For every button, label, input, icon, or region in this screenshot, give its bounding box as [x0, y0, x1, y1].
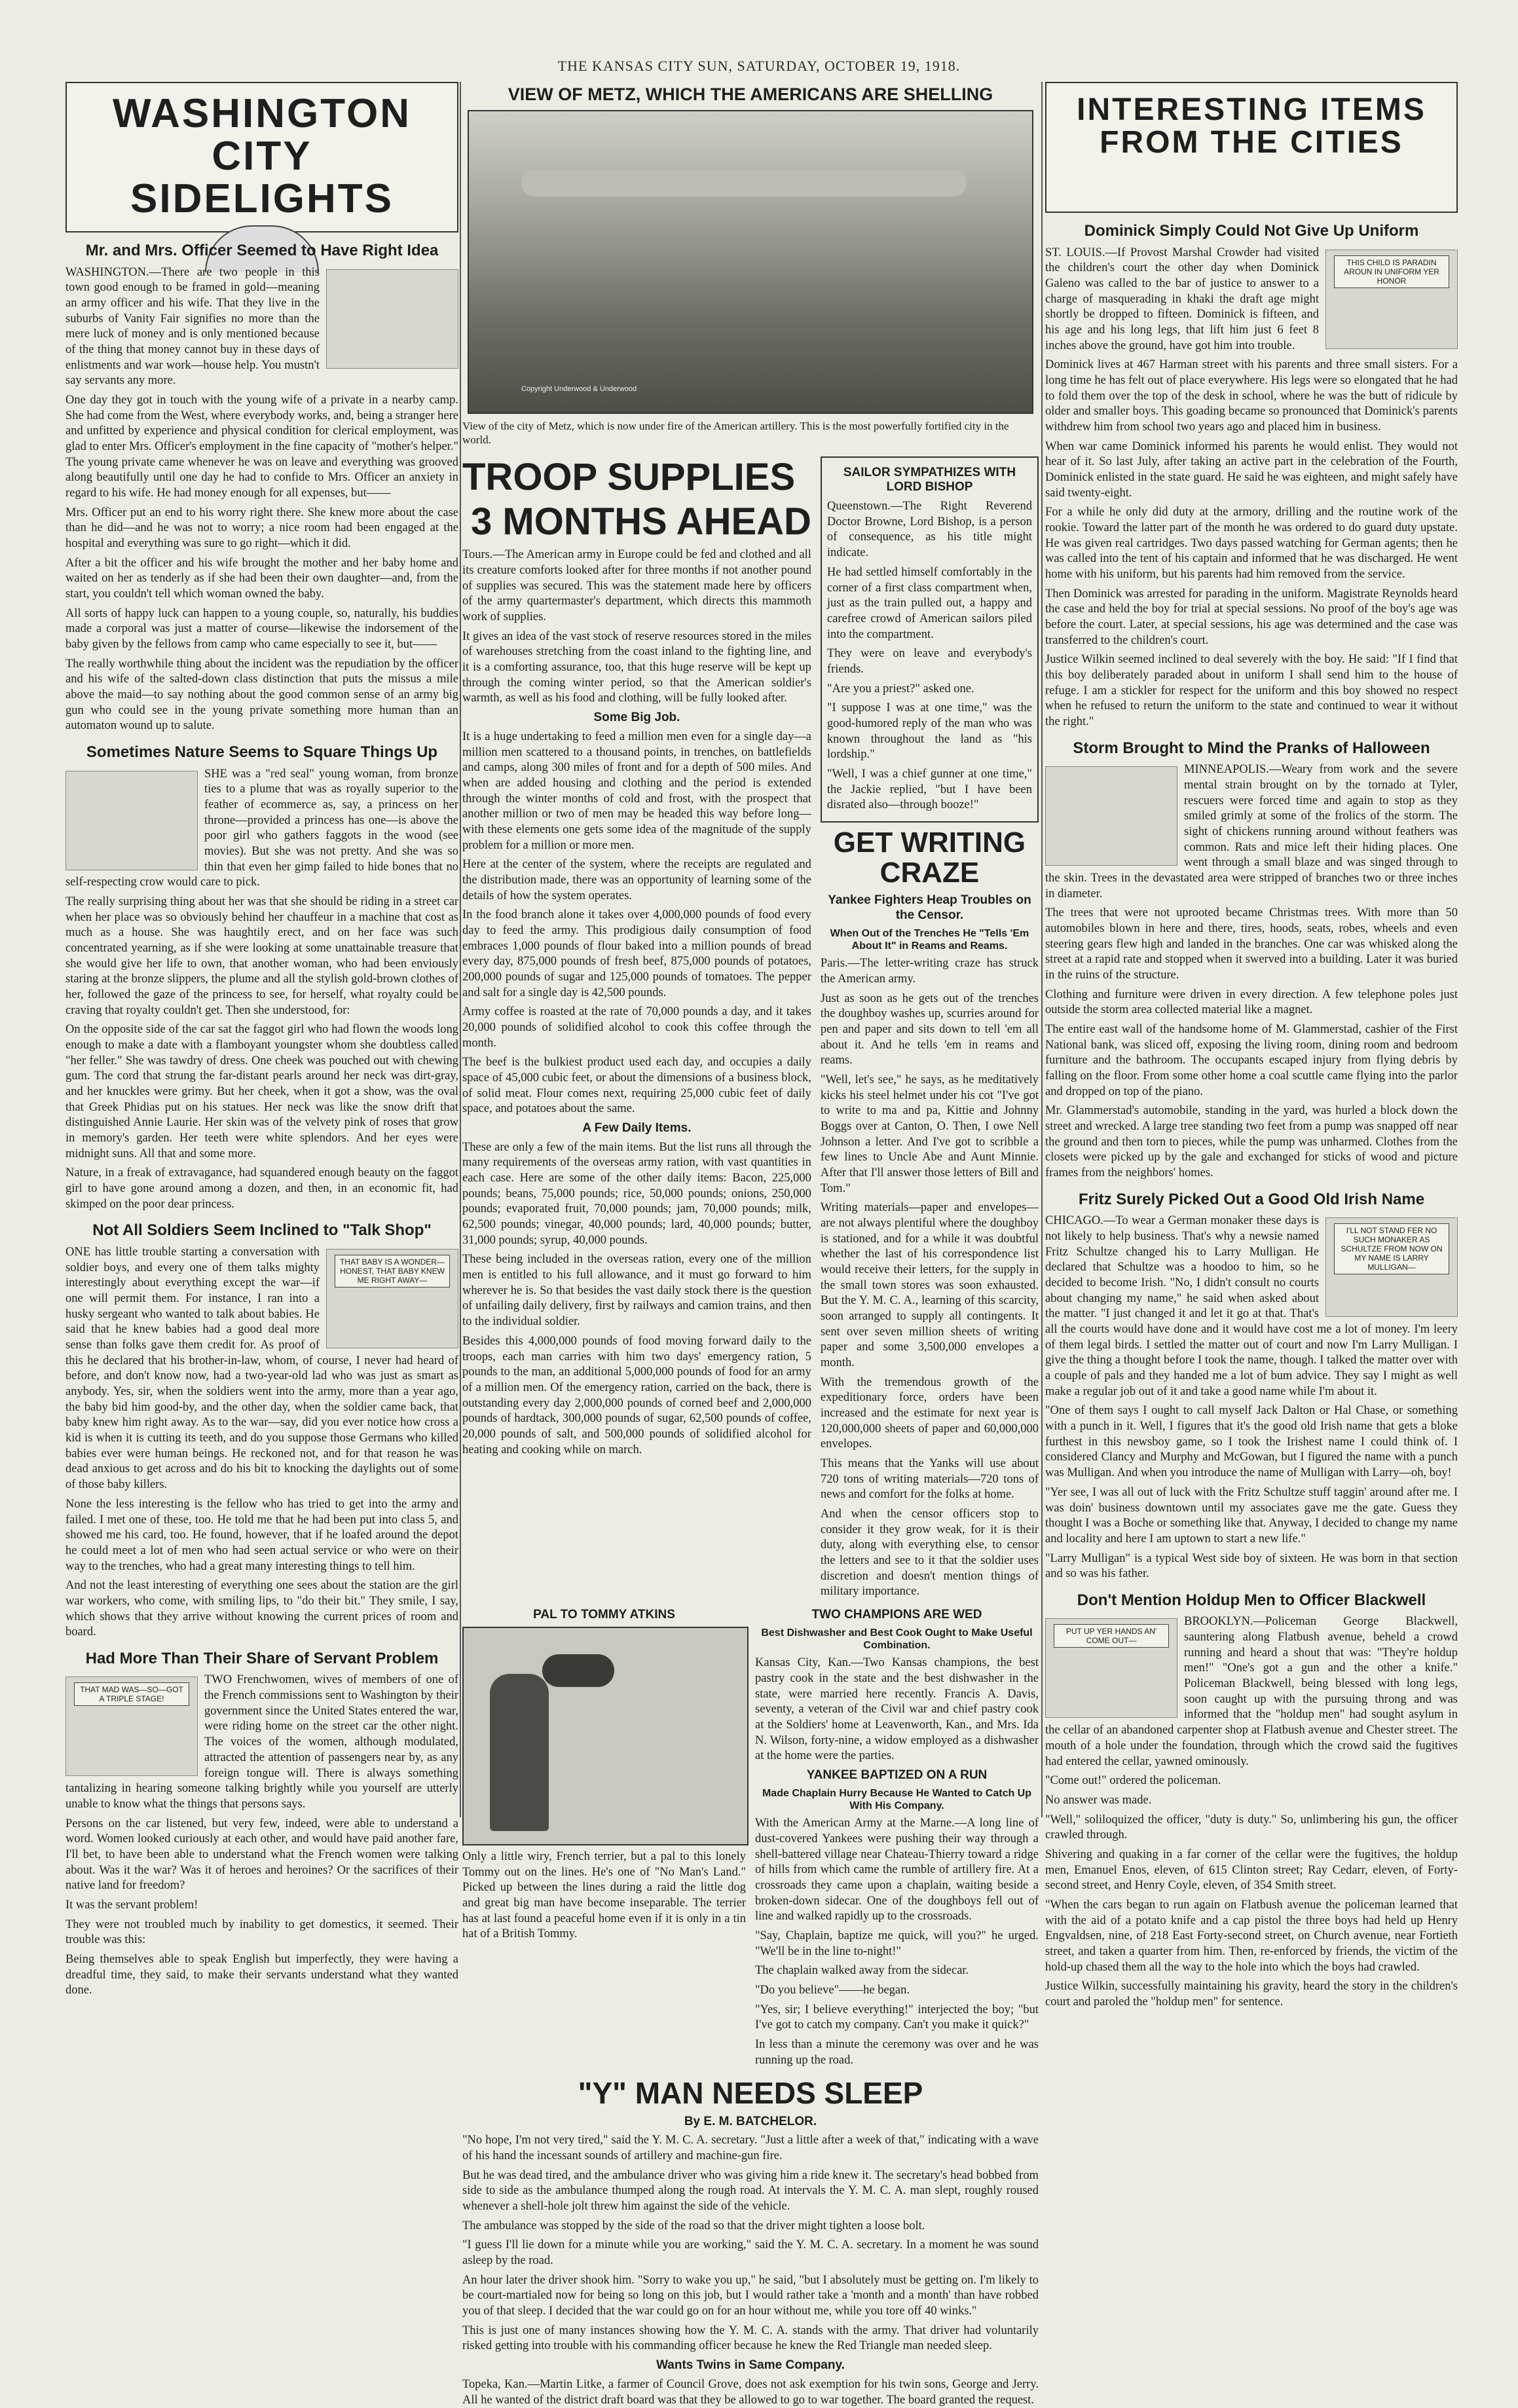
article-headline: Not All Soldiers Seem Inclined to "Talk Shop": [92, 1221, 432, 1240]
article-paragraph: Here at the center of the system, where the receipts are regulated and the distribution made, there was an opportunity of learning some of the details of how the system operates.: [462, 858, 811, 902]
article-paragraph: Persons on the car listened, but very few, indeed, were able to understand a word. Women looked curiously at each other, and would have paid another fare, I'll bet, to have been able to understand what the French women were talking about. Was it the war? Was it of heroes and heroines? Or the sacrifices of their native land for freedom?: [65, 1817, 458, 1893]
banner-title-line2: SIDELIGHTS: [130, 176, 394, 222]
article-paragraph: The trees that were not uprooted became Christmas trees. With more than 50 automobiles blown in here and there, tires, hoods, seats, robes, wheels and even steering gears flew high and landed in the branches. One car was whisked along the street at a rapid rate and stopped when it swerved into a building. Later it was buried in the ruins of the structure.: [1045, 906, 1458, 982]
article-headline: Fritz Surely Picked Out a Good Old Irish Name: [1078, 1190, 1425, 1208]
article-paragraph: They were on leave and everybody's friends.: [826, 647, 1032, 676]
article-paragraph: The really worthwhile thing about the incident was the repudiation by the officer and his wife of the salted-down class distinction that puts the missus a mile above the maid—to say nothing about the good common sense of an army big gun who could see in the young private something more human than an automaton wound up to salute.: [65, 657, 458, 733]
column-rule: [1041, 82, 1043, 1817]
article-paragraph: Justice Wilkin seemed inclined to deal severely with the boy. He said: "If I find that this boy deliberately paraded about in uniform I shall send him to the house of refuge. I am a stickler for respect for the uniform and this boy showed no respect when he refused to return the uniform to the state and continued to wear it without the right.": [1045, 653, 1458, 729]
photo-credit: Copyright Underwood & Underwood: [521, 385, 637, 394]
article-paragraph: Shivering and quaking in a far corner of the cellar were the fugitives, the holdup men, Emanuel Enos, eleven, of 615 Clinton street; Ray Cedarr, eleven, of Forty-second street, and Henry Coyle, eleven, of 354 Smith street.: [1045, 1847, 1458, 1893]
article-paragraph: "I suppose I was at one time," was the good-humored reply of the man who was known throughout the land as "his lordship.": [826, 701, 1032, 762]
article-paragraph: An hour later the driver shook him. "Sorry to wake you up," he said, "but I absolutely must be getting on. I'm likely to be court-martialed now for being so long on this job, but I would rather take a 'month and a month' than have robbed you of that sleep. I decided that the war could go on for an hour without me, while you tore off 40 winks.": [462, 2273, 1039, 2318]
headline-line2: 3 MONTHS AHEAD: [471, 500, 811, 544]
article-paragraph: With the American Army at the Marne.—A long line of dust-covered Yankees were pushing their way through a shell-battered village near Chateau-Thierry toward a ridge of hills from which came the rumble of artillery fire. At a crossroads they came upon a chaplain, waiting beside a broken-down sidecar. One of the doughboys fell out of line and walked rapidly up to the crossroads.: [755, 1817, 1039, 1923]
washington-sidelights-banner: [65, 82, 458, 232]
article-paragraph: The beef is the bulkiest product used each day, and occupies a daily space of 45,000 cubic feet, or about the dimensions of a business block, of solid meat. Flour comes next, requiring 25,000 cubic feet of daily space, and potatoes about the same.: [462, 1056, 811, 1116]
lower-middle-row: [462, 1604, 1039, 2072]
article-paragraph: Mrs. Officer put an end to his worry right there. She knew more about the case than he did—and he was not to worry; a nice room had been engaged at the hospital and everything was sure to go right—which it did.: [65, 506, 458, 551]
champions-article: [755, 1604, 1039, 2072]
article-paragraph: "Yes, sir; I believe everything!" interjected the boy; "but I've got to catch my company. Can't you make it quick?": [755, 2003, 1039, 2032]
speech-bubble: THAT BABY IS A WONDER—HONEST, THAT BABY KNEW ME RIGHT AWAY—: [335, 1255, 450, 1287]
photo-caption: View of the city of Metz, which is now under fire of the American artillery. This is the most powerfully fortified city in the world.: [462, 420, 1009, 447]
article-paragraph: "Well, I was a chief gunner at one time," the Jackie replied, "but I have been disrated also—through booze!": [826, 767, 1032, 812]
article-paragraph: He had settled himself comfortably in the corner of a first class compartment when, just as the train pulled out, a happy and carefree crowd of American sailors piled into the compartment.: [826, 565, 1032, 641]
article-headline: "Y" MAN NEEDS SLEEP: [578, 2076, 923, 2111]
frenchwomen-cartoon-icon: [65, 1676, 198, 1776]
right-column: [1045, 82, 1458, 2009]
article-headline: Don't Mention Holdup Men to Officer Blackwell: [1077, 1591, 1426, 1609]
article-paragraph: ONE has little trouble starting a conversation with soldier boys, and every one of them talks mighty interestingly about everything except the war—if one will permit them. For instance, I ran into a husky sergeant who wanted to talk about babies. He said that he knew babies had a good deal more sense than folks gave them credit for. As proof of this he declared that his brother-in-law, whom, of course, I never had heard of before, and don't know now, had a two-year-old lad who was just as smart as anybody. Yes, sir, when the soldiers went into the army, more than a year ago, the baby bid him good-by, and the other day, when the soldier came back, that baby knew him right away. As to the war—say, did you ever notice how cross a kid is when it is cutting its teeth, and do you suppose those Germans who killed babies ever were human beings. He reckoned not, and for that reason he was dead anxious to get across and do his bit to knocking the daylights out of some of those baby killers.: [65, 1246, 458, 1492]
tall-boy-cartoon-icon: [1325, 250, 1458, 349]
article-paragraph: In the food branch alone it takes over 4,000,000 pounds of food every day to feed the army. This prodigious daily consumption of food embraces 1,000 pounds of flour baked into a million pounds of bread every day, 875,000 pounds of fresh beef, 875,000 pounds of potatoes, 200,000 pounds of sugar and 125,000 pounds of tomatoes. The pepper and salt for a single day is 42,500 pounds.: [462, 908, 811, 999]
article-paragraph: CHICAGO.—To wear a German monaker these days is not likely to help business. That's why a newsie named Fritz Schultze changed his to Larry Mulligan. He declared that Schultze was a hoodoo to him, so he decided to become Irish. "No, I didn't consult no courts about changing my name," he said when asked about the matter. "I just changed it and let it go at that. That's all the courts would have done and it would have cost me a lot of money. I'm leery of them legal birds. I settled the matter out of court and now I'm Larry Mulligan. I give the thing a thought before I took the name, though. I talked the matter over with a couple of pals and they handed me a lot of bum advice. They say I might as well make a regular job out of it and take a good name while I'm about it.: [1045, 1214, 1458, 1398]
article-paragraph: It is a huge undertaking to feed a million men even for a single day—a million men scattered to a thousand points, in trenches, on battlefields and camps, along 300 miles of front and for a depth of 500 miles. And when are added housing and clothing and the period is extended through the winter months of cold and frost, with the prospect that another million or two of men may be headed this way before long—with these elements one gets some idea of the magnitude of the supply problem for a million or more men.: [462, 730, 811, 852]
subhead: A Few Daily Items.: [582, 1121, 692, 1135]
article-headline: YANKEE BAPTIZED ON A RUN: [806, 1768, 988, 1782]
article-paragraph: But he was dead tired, and the ambulance driver who was giving him a ride knew it. The secretary's head bobbed from side to side as the ambulance thumped along the rough road. At intervals the Y. M. C. A. man slept, roughly roused whenever a shell-hole jolt threw him against the side of the vehicle.: [462, 2168, 1039, 2214]
speech-bubble: THIS CHILD IS PARADIN AROUN IN UNIFORM YER HONOR: [1334, 255, 1449, 288]
article-paragraph: And not the least interesting of everything one sees about the station are the girl war workers, who come, with smiling lips, to "do their bit." They smile, I say, which shows that they arrive without knowing the current prices of room and board.: [65, 1579, 458, 1639]
article-paragraph: Clothing and furniture were driven in every direction. A few telephone poles just outside the storm area collected material like a magnet.: [1045, 988, 1458, 1017]
article-headline: Dominick Simply Could Not Give Up Uniform: [1084, 222, 1419, 240]
article-paragraph: Queenstown.—The Right Reverend Doctor Browne, Lord Bishop, is a person of consequence, as his title might indicate.: [826, 500, 1032, 560]
article-paragraph: After a bit the officer and his wife brought the mother and her baby home and waited on her as tenderly as if she had been their own daughter—and, from the start, you couldn't tell which woman owned the baby.: [65, 556, 458, 601]
article-paragraph: In less than a minute the ceremony was over and he was running up the road.: [755, 2037, 1039, 2067]
article-paragraph: The chaplain walked away from the sidecar.: [755, 1964, 969, 1978]
article-headline: Sometimes Nature Seems to Square Things Up: [86, 743, 438, 762]
article-headline: Had More Than Their Share of Servant Problem: [85, 1649, 439, 1667]
article-paragraph: Then Dominick was arrested for parading in the uniform. Magistrate Reynolds heard the case and held the boy for trial at special sessions. No proof of the boy's age was before the court. Later, at special sessions, his age was determined and the case was transferred to the children's court.: [1045, 587, 1458, 647]
article-paragraph: They were not troubled much by inability to get domestics, it seemed. Their trouble was this:: [65, 1917, 458, 1947]
article-headline: Mr. and Mrs. Officer Seemed to Have Right Idea: [85, 242, 439, 259]
article-paragraph: Only a little wiry, French terrier, but a pal to this lonely Tommy out on the lines. He's one of "No Man's Land." Picked up between the lines during a raid the little dog and great big man have become inseparable. The terrier has at last found a peaceful home even if it is only in a tin hat of a British Tommy.: [462, 1849, 746, 1941]
article-paragraph: These are only a few of the main items. But the list runs all through the many requirements of the overseas army ration, with vast quantities in each case. Here are some of the other daily items: Bacon, 225,000 pounds; beans, 75,000 pounds; rice, 50,000 pounds; onions, 250,000 pounds; evaporated fruit, 70,000 pounds; jam, 70,000 pounds; milk, 62,500 pounds; vinegar, 40,000 pounds; lard, 40,000 pounds; butter, 31,000 pounds; syrup, 40,000 pounds.: [462, 1140, 811, 1247]
article-paragraph: This is just one of many instances showing how the Y. M. C. A. stands with the army. That driver had voluntarily risked getting into trouble with his commanding officer because he knew the Red Triangle man needed sleep.: [462, 2324, 1039, 2353]
subhead: Some Big Job.: [593, 711, 680, 725]
article-paragraph: With the tremendous growth of the expeditionary force, orders have been increased and the estimate for next year is 120,000,000 sheets of paper and 60,000,000 envelopes.: [820, 1375, 1039, 1451]
article-paragraph: ST. LOUIS.—If Provost Marshal Crowder had visited the children's court the other day when Dominick Galeno was called to the bar of justice to answer to a charge of masquerading in khaki the draft age might shortly be dropped to fifteen. Dominick is fifteen, and his age and his long legs, that lift him just 6 feet 8 inches above the ground, have got him into trouble.: [1045, 246, 1319, 352]
article-paragraph: All sorts of happy luck can happen to a young couple, so, naturally, his buddies made a corporal was just a matter of course—likewise the indorsement of the baby given by the fellows from camp who came especially to see it, but——: [65, 606, 458, 652]
article-paragraph: And when the censor officers stop to consider it they grow weak, for it is their duty, along with everything else, to censor the letters and see to it that the soldier uses discretion and doesn't mention things of military importance.: [820, 1508, 1039, 1599]
dog-figure: [542, 1654, 614, 1687]
pal-article: [462, 1604, 746, 2072]
article-paragraph: Just as soon as he gets out of the trenches the doughboy washes up, scurries around for pen and paper and sits down to tell 'em all about it. And he tells 'em in reams and reams.: [820, 991, 1039, 1067]
soldier-figure: [490, 1674, 549, 1831]
headline-line1: TROOP SUPPLIES: [462, 455, 796, 498]
nursemaid-cartoon-icon: [326, 269, 458, 369]
article-paragraph: "No hope, I'm not very tired," said the Y. M. C. A. secretary. "Just a little after a week of that," indicating with a wave of his hand the incessant sounds of artillery and machine-gun fire.: [462, 2134, 1039, 2163]
article-paragraph: "Say, Chaplain, baptize me quick, will you?" he urged. "We'll be in the line to-night!": [755, 1929, 1039, 1958]
troop-supplies-article: [462, 453, 811, 1604]
article-headline: TWO CHAMPIONS ARE WED: [811, 1608, 982, 1622]
article-paragraph: "One of them says I ought to call myself Jack Dalton or Hal Chase, or something with a punch in it. Well, I figures that it's the good old Irish name that gets a bloke furthest in this newsboy game, so I took the Irishest name I could think of. I considered Clancy and Murphy and McGowan, but I figured the name with a punch was Mulligan. And when you introduce the name of Mulligan with Larry—oh, boy!: [1045, 1404, 1458, 1480]
troop-and-sailor-row: [462, 453, 1039, 1604]
article-paragraph: Kansas City, Kan.—Two Kansas champions, the best pastry cook in the state and the best dishwasher in the state, were married here recently. Francis A. Davis, seventy, a veteran of the Civil war and chief pastry cook at the Soldiers' home at Leavenworth, Kan., and Mrs. Ida N. Wilson, forty-nine, a widow employed as a dishwasher at the home were the parties.: [755, 1656, 1039, 1763]
article-headline: SAILOR SYMPATHIZES WITH LORD BISHOP: [843, 465, 1016, 494]
article-paragraph: "Do you believe"——he began.: [755, 1983, 910, 1997]
newsboy-cartoon-icon: [1325, 1217, 1458, 1317]
article-headline: Wants Twins in Same Company.: [656, 2358, 845, 2373]
article-headline: PAL TO TOMMY ATKINS: [533, 1608, 675, 1622]
article-paragraph: The ambulance was stopped by the side of the road so that the driver might tighten a loose bolt.: [462, 2219, 925, 2232]
storm-cartoon-icon: [1045, 766, 1177, 866]
article-paragraph: Being themselves able to speak English but imperfectly, they were having a dreadful time, they said, to make their servants understand what they wanted done.: [65, 1952, 458, 1997]
article-paragraph: The really surprising thing about her was that she should be riding in a street car when her place was so obviously behind her chauffeur in a machine that cost as much as a house. She was haughtily erect, and on her face was such concentrated yearning, as if she were looking at some unattainable treasure that she would give her life to own, that another woman, who had been enviously staring at the bronze slippers, the plume and all the stylish gold-brown clothes of her, followed the gaze of the princess to see, for herself, what royalty could be craving that royalty couldn't get. Then she understood, for:: [65, 895, 458, 1017]
article-paragraph: Dominick lives at 467 Harman street with his parents and three small sisters. For a long time he has felt out of place everywhere. His legs were so elongated that he had to fold them over the top of the desk in school, where he was the butt of ridicule by older and smaller boys. This goading became so pronounced that Dominick's parents withdrew him from school two years ago and placed him in business.: [1045, 358, 1458, 434]
article-paragraph: This means that the Yanks will use about 720 tons of writing materials—720 tons of news and comfort for the folks at home.: [820, 1457, 1039, 1502]
sailor-article: [821, 453, 1039, 1604]
banner-title-line2: FROM THE CITIES: [1100, 125, 1403, 160]
article-paragraph: Mr. Glammerstad's automobile, standing in the yard, was hurled a block down the street and wrecked. A large tree standing two feet from a pump was snapped off near the ground and then torn to pieces, while the pump was unharmed. Clothes from the closets were picked up by the gale and exchanged for sticks of wood and picture frames from the neighbors' homes.: [1045, 1104, 1458, 1180]
speech-bubble: I'LL NOT STAND FER NO SUCH MONAKER AS SCHULTZE FROM NOW ON MY NAME IS LARRY MULLIGAN—: [1334, 1223, 1449, 1274]
left-column: [65, 82, 458, 1997]
article-paragraph: "Well," soliloquized the officer, "duty is duty." So, unlimbering his gun, the officer crawled through.: [1045, 1813, 1458, 1842]
article-paragraph: WASHINGTON.—There are two people in this town good enough to be framed in gold—meaning an army officer and his wife. That they live in the suburbs of Vanity Fair signifies no more than the mere luck of money and is only mentioned because of the thing that money cannot buy in these days of enlistments and war work—house help. You mustn't say servants any more.: [65, 265, 320, 388]
article-paragraph: These being included in the overseas ration, every one of the million men is entitled to his full allowance, and it must go forward to him wherever he is. So that besides the vast daily stock there is the question of unfailing daily delivery, first by railways and camion trains, and then to the individual soldier.: [462, 1253, 811, 1329]
article-paragraph: Army coffee is roasted at the rate of 70,000 pounds a day, and it takes 20,000 pounds of solidified alcohol to cook this coffee through the month.: [462, 1005, 811, 1050]
banner-title-line1: WASHINGTON CITY: [113, 91, 411, 179]
article-paragraph: When war came Dominick informed his parents he would enlist. They would not hear of it. So last July, after taking an active part in the celebration of the Fourth, Dominick enlisted in the state guard. He said he was eighteen, and might safely have said twenty-eight.: [1045, 439, 1458, 500]
article-paragraph: The entire east wall of the handsome home of M. Glammerstad, cashier of the First National bank, was sliced off, exposing the living room, dining room and bedroom furniture and the bathroom. The occupants escaped injury from flying debris by falling on the floor. From some other home a coal scuttle came flying into the parlor and dropped on top of the piano.: [1045, 1023, 1458, 1098]
article-paragraph: Writing materials—paper and envelopes—are not always plentiful where the doughboy is stationed, and for a while it was doubtful whether the last of his correspondence list would receive their letters, for the supply in the small town stores was soon exhausted. But the Y. M. C. A., learning of this scarcity, soon arranged to supply all contingents. It sent over seven million sheets of writing paper and some 3,500,000 envelopes a month.: [820, 1201, 1039, 1370]
article-paragraph: "Come out!" ordered the policeman.: [1045, 1774, 1221, 1788]
article-paragraph: It gives an idea of the vast stock of reserve resources stored in the miles of warehouses stretching from the coast inland to the fighting line, and it is a comforting assurance, too, that this huge reserve will be kept up through the coming winter period, so that the American soldier's warmth, as well as his food and clothing, will be fully looked after.: [462, 629, 811, 705]
speech-bubble: PUT UP YER HANDS AN' COME OUT—: [1054, 1624, 1169, 1648]
article-paragraph: "Yer see, I was all out of luck with the Fritz Schultze stuff taggin' around after me. I was doin' business downtown until my associates gave me the gate. Guess they thought I was a Boche or something like that. Anyway, I decided to change my name and locality and here I am uptown to start a new life.": [1045, 1485, 1458, 1546]
article-paragraph: SHE was a "red seal" young woman, from bronze ties to a plume that was as royally superior to the feather of ecommerce as, say, a princess on her throne—provided a princess has one—is above the poor girl who gathers faggots in the wood (see movies). But she was not pretty. And she was so thin that even her gimp failed to hide bones that no self-respecting crow would care to pick.: [65, 767, 458, 889]
article-paragraph: Tours.—The American army in Europe could be fed and clothed and all its creature comforts looked after for three months if not another pound of supplies was secured. This was the statement made here by officers of the army quartermaster's department, which directs this mammoth work of supplies.: [462, 548, 811, 624]
article-paragraph: MINNEAPOLIS.—Weary from work and the severe mental strain brought on by the tornado at Tyler, rescuers were forced time and again to stop as they smiled grimly at some of the frolics of the storm. The sight of chickens running around without feathers was common. Rats and mice left their hiding places. One went through a small blaze and was singed through to the skin. Trees in the devastated area were stripped of branches two or three inches in diameter.: [1045, 763, 1458, 900]
article-paragraph: BROOKLYN.—Policeman George Blackwell, sauntering along Flatbush avenue, beheld a crowd running and heard a shout that was: "They're holdup men!" "One's got a gun and the other a knife." Policeman Blackwell, being blessed with long legs, soon caught up with the pursuing throng and was informed that the "holdup men" had sought asylum in the cellar of an abandoned carpenter shop at Flatbush avenue and Chester street. The mouth of a hole under the foundation, through which the crowd said the fugitives had entered the cellar, yawned ominously.: [1045, 1615, 1458, 1768]
article-paragraph: "Are you a priest?" asked one.: [826, 682, 974, 695]
metz-photo-icon: [468, 110, 1033, 414]
article-paragraph: TWO Frenchwomen, wives of members of one of the French commissions sent to Washington by their government since the United States entered the war, were riding home on the street car the other night. The voices of the women, although modulated, attracted the attention of passengers near by, as any foreign tongue will. There is always something tantalizing in hearing someone talking brightly while you yourself are utterly unable to know what the things that persons says.: [65, 1673, 458, 1811]
article-paragraph: "Well, let's see," he says, as he meditatively kicks his steel helmet under his cot "I've got to write to ma and pa, Kittie and Johnny Boggs over at Canton, O. Then, I owe Nell Johnson a letter. And I've got to scribble a few lines to Uncle Abe and Aunt Minnie. After that I'll answer those letters of Bill and Tom.": [820, 1073, 1039, 1195]
article-paragraph: Nature, in a freak of extravagance, had squandered enough beauty on the faggot girl to have gone around among a dozen, and then, in an economic fit, had skimped on the poor dear princess.: [65, 1166, 458, 1211]
article-paragraph: "When the cars began to run again on Flatbush avenue the policeman learned that with the aid of a potato knife and a cap pistol the three boys had held up Henry Engvaldsen, nine, of 218 East Forty-second street, on Church avenue, near Fortieth street, and taken a quarter from him. Then, re-enforced by friends, the victim of the hold-up chased them all the way to the hole into which the boys had crawled.: [1045, 1898, 1458, 1974]
sailor-box: [821, 456, 1039, 823]
banner-title-line1: INTERESTING ITEMS: [1077, 92, 1426, 127]
article-headline: Storm Brought to Mind the Pranks of Halloween: [1073, 739, 1430, 757]
subhead: Best Dishwasher and Best Cook Ought to Make Useful Combination.: [761, 1627, 1033, 1652]
river-shape: [521, 170, 967, 196]
article-paragraph: No answer was made.: [1045, 1793, 1152, 1807]
article-paragraph: One day they got in touch with the young wife of a private in a nearby camp. She had come from the West, where everybody works, and, being a stranger here and unfitted by experience and physical condition for clerical employment, was glad to enter Mrs. Officer's employment in the fine capacity of "mother's helper." The young private came whenever he was on leave and everything was grooved along beautifully until one day he had to confide to Mrs. Officer an anxiety in regard to his wife. He had money enough for all expenses, but——: [65, 393, 458, 500]
subhead: Made Chaplain Hurry Because He Wanted to Catch Up With His Company.: [762, 1787, 1032, 1811]
article-paragraph: Besides this 4,000,000 pounds of food moving forward daily to the troops, each man carries with him two days' emergency ration, 5 pounds to the man, an additional 5,000,000 pounds of food for an army of a million men. Of the emergency ration, carried on the back, there is outstanding every day 2,000,000 pounds of corned beef and 2,000,000 pounds of hardtack, 300,000 pounds of sugar, 62,500 pounds of coffee, 20,000 pounds of salt, and 500,000 pounds of solidified alcohol for heating and cooking while on march.: [462, 1334, 811, 1456]
article-paragraph: On the opposite side of the car sat the faggot girl who had flown the woods long enough to make a date with a flamboyant youngster whom she doubtless called "her feller." She was tawdry of dress. One cheek was pouched out with chewing gum. The cord that strung the far-distant pearls around her neck was dirt-gray, and her knuckles were grimy. But her cheek, when it got a show, was the oval that Greek Phidias put on his statues. Her neck was like the snow drift that distinguished Annie Laurie. Her skin was of the velvety pink of roses that grow in memory's garden. Her teeth were white splendors. And her eyes were midnight suns. All that and some more.: [65, 1023, 458, 1160]
soldier-with-dog-photo-icon: [462, 1627, 749, 1845]
article-paragraph: Justice Wilkin, successfully maintaining his gravity, heard the story in the children's court and paroled the "holdup men" for sentence.: [1045, 1980, 1458, 2009]
article-paragraph: None the less interesting is the fellow who has tried to get into the army and failed. I met one of these, too. He told me that he had been put into class 5, and showed me his card, too. He found, however, that if he loafed around the depot he could meet a lot of men who had seen actual service or who were on their way to the trenches, who had a great many interesting things to tell him.: [65, 1497, 458, 1573]
article-paragraph: Paris.—The letter-writing craze has struck the American army.: [820, 957, 1039, 986]
subhead: When Out of the Trenches He "Tells 'Em About It" in Reams and Reams.: [830, 927, 1029, 952]
article-headline: GET WRITING CRAZE: [833, 826, 1026, 889]
middle-column: [462, 82, 1039, 2407]
streetcar-cartoon-icon: [65, 771, 198, 870]
article-paragraph: "I guess I'll lie down for a minute while you are working," said the Y. M. C. A. secretary. In a moment he was sound asleep by the road.: [462, 2238, 1039, 2268]
article-paragraph: "Larry Mulligan" is a typical West side boy of sixteen. He was born in that section and so was his father.: [1045, 1551, 1458, 1581]
article-paragraph: It was the servant problem!: [65, 1898, 198, 1912]
article-paragraph: For a while he only did duty at the armory, drilling and the routine work of the rookie. Toward the latter part of the month he was ordered to do guard duty upstate. He was given real cartridges. Two days passed watching for German agents; then he was called into the tent of his captain and informed that he was discharged. He went home with his uniform, but his parents had him removed from the service.: [1045, 506, 1458, 582]
policeman-cartoon-icon: [1045, 1618, 1177, 1718]
speech-bubble: THAT MAD WAS—SO—GOT A TRIPLE STAGE!: [74, 1682, 189, 1706]
masthead: THE KANSAS CITY SUN, SATURDAY, OCTOBER 19, 1918.: [557, 58, 961, 74]
soldier-cartoon-icon: [326, 1249, 458, 1348]
subhead: Yankee Fighters Heap Troubles on the Censor.: [828, 893, 1031, 923]
interesting-items-banner: [1045, 82, 1458, 213]
photo-title: VIEW OF METZ, WHICH THE AMERICANS ARE SHELLING: [508, 84, 993, 104]
article-paragraph: Topeka, Kan.—Martin Litke, a farmer of Council Grove, does not ask exemption for his twin sons, George and Jerry. All he wanted of the district draft board was that they be allowed to go to war together. The board granted the request.: [462, 2377, 1039, 2407]
byline: By E. M. BATCHELOR.: [684, 2114, 817, 2128]
column-rule: [460, 82, 461, 1817]
